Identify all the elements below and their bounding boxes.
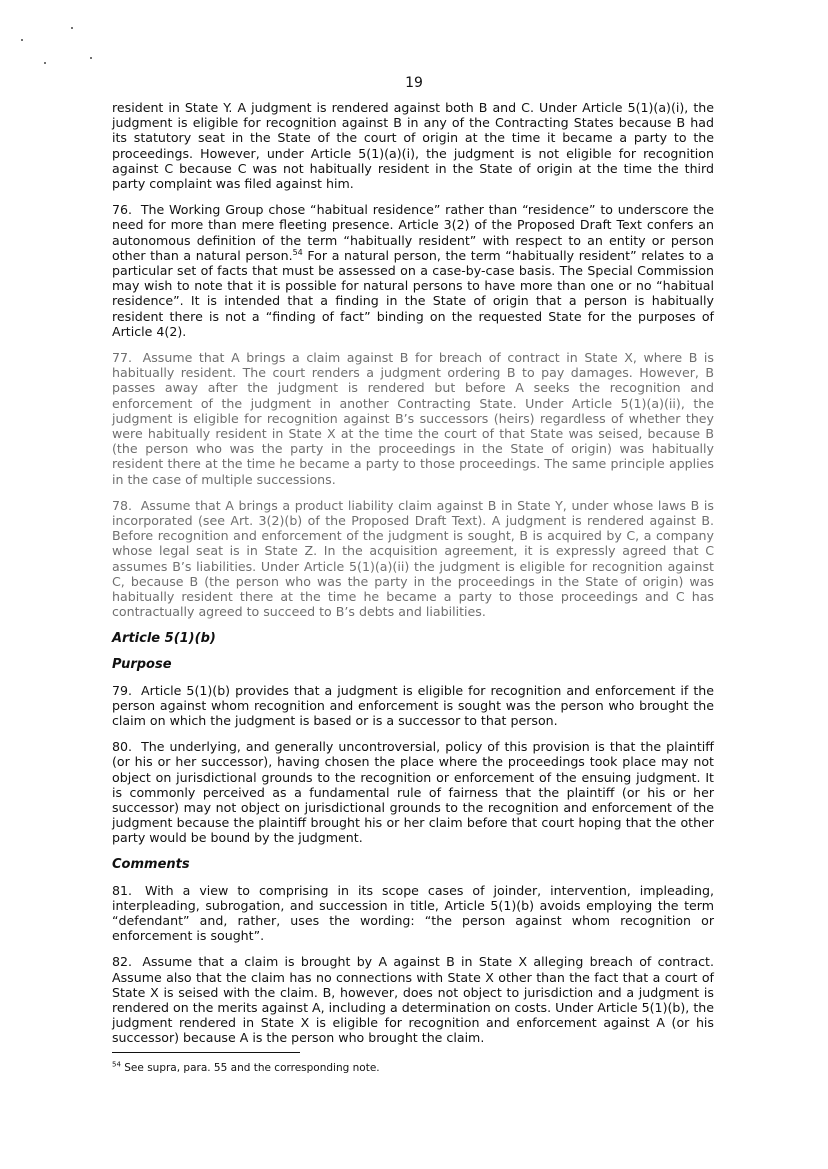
page-number: 19 [405, 75, 423, 91]
section-heading-article-5-1-b: Article 5(1)(b) [112, 630, 216, 646]
paragraph-80: 80. The underlying, and generally uncontroversial, policy of this provision is that the plaintiff (or his or her successor), having chosen the place where the proceedings took place may not object on jurisdictional grounds to the recognition or enforcement of the ensuing judgment. It is commonly perceived as a fundamental rule of fairness that the plaintiff (or his or her successor) may not object on jurisdictional grounds to the recognition and enforcement of the judgment because the plaintiff brought his or her claim before that court hoping that the other party would be bound by the judgment. [112, 739, 714, 846]
footnote-divider [112, 1052, 300, 1053]
paragraph-number: 78. [112, 497, 133, 513]
paragraph-77: 77. Assume that A brings a claim against B for breach of contract in State X, where B is habitually resident. The court renders a judgment ordering B to pay damages. However, B passes away after the judgment is rendered but before A seeks the recognition and enforcement of the judgment in another Contracting State. Under Article 5(1)(a)(ii), the judgment is eligible for recognition against B’s successors (heirs) regardless of whether they were habitually resident in State X at the time the court of that State was seised, because B (the person who was the party in the proceedings in the State of origin) was habitually resident there at the time he became a party to those proceedings. The same principle applies in the case of multiple successions. [112, 350, 714, 487]
paragraph-82: 82. Assume that a claim is brought by A against B in State X alleging breach of contract. Assume also that the claim has no connections with State X other than the fact that a court of State X is seised with the claim. B, however, does not object to jurisdiction and a judgment is rendered on the merits against A, including a determination on costs. Under Article 5(1)(b), the judgment rendered in State X is eligible for recognition and enforcement against A (or his successor) because A is the person who brought the claim. [112, 954, 714, 1046]
paragraph-continuation: resident in State Y. A judgment is rendered against both B and C. Under Article 5(1)(a)(i), the judgment is eligible for recognition against B in any of the Contracting States because B had its statutory seat in the State of the court of origin at the time it became a party to the proceedings. However, under Article 5(1)(a)(i), the judgment is not eligible for recognition against C because C was not habitually resident in the State of origin at the time the third party complaint was filed against him. [112, 100, 714, 192]
paragraph-number: 81. [112, 882, 133, 898]
footnote-ref: 54 [292, 247, 303, 257]
paragraph-78: 78. Assume that A brings a product liability claim against B in State Y, under whose laws B is incorporated (see Art. 3(2)(b) of the Proposed Draft Text). A judgment is rendered against B. Before recognition and enforcement of the judgment is sought, B is acquired by C, a company whose legal seat is in State Z. In the acquisition agreement, it is expressly agreed that C assumes B’s liabilities. Under Article 5(1)(a)(ii) the judgment is eligible for recognition against C, because B (the person who was the party in the proceedings in the State of origin) was habitually resident there at the time he became a party to those proceedings and C has contractually agreed to succeed to B’s debts and liabilities. [112, 497, 714, 620]
footnote-54 [112, 1062, 380, 1074]
paragraph-81: 81. With a view to comprising in its scope cases of joinder, intervention, impleading, interpleading, subrogation, and succession in title, Article 5(1)(b) avoids employing the term “defendant” and, rather, uses the wording: “the person against whom recognition or enforcement is sought”. [112, 882, 714, 944]
paragraph-number: 82. [112, 954, 133, 970]
footnote-text: See supra, para. 55 and the corresponding note. [124, 1062, 380, 1074]
footnote-marker: 54 [112, 1060, 121, 1069]
paragraph-number: 80. [112, 739, 133, 755]
page-body [112, 100, 714, 1057]
paragraph-number: 79. [112, 682, 133, 698]
paragraph-number: 77. [112, 350, 133, 366]
subheading-purpose: Purpose [112, 656, 172, 672]
paragraph-76: 76. The Working Group chose “habitual residence” rather than “residence” to underscore the need for more than mere fleeting presence. Article 3(2) of the Proposed Draft Text confers an autonomous definition of the term “habitually resident” with respect to an entity or person other than a natural person.$^{54}$ For a natural person, the term “habitually resident” relates to a particular set of facts that must be assessed on a case-by-case basis. The Special Commission may wish to note that it is possible for natural persons to have more than one or no “habitual residence”. It is intended that a finding in the State of origin that a person is habitually resident there is not a “finding of fact” binding on the requested State for the purposes of Article 4(2). [112, 202, 714, 339]
paragraph-number: 76. [112, 202, 133, 218]
paragraph-79: 79. Article 5(1)(b) provides that a judgment is eligible for recognition and enforcement if the person against whom recognition and enforcement is sought was the person who brought the claim on which the judgment is based or is a successor to that person. [112, 682, 714, 728]
subheading-comments: Comments [112, 856, 190, 872]
